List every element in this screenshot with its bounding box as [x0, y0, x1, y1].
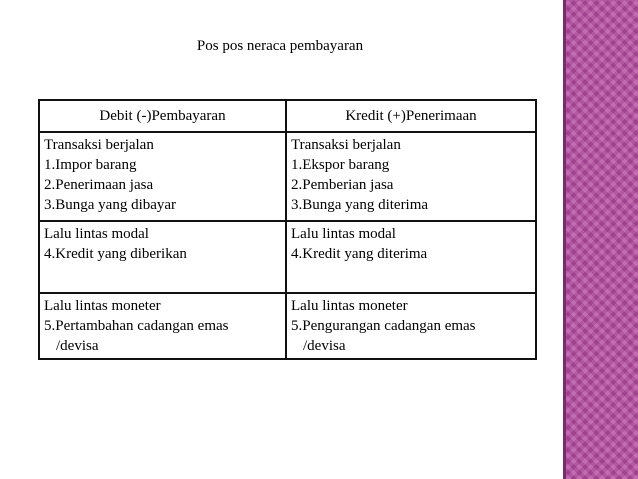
cell-kredit-transaksi	[286, 132, 536, 221]
cell-line: 2.Penerimaan jasa	[44, 177, 154, 193]
cell-line: Lalu lintas moneter	[291, 298, 408, 314]
cell-line: Transaksi berjalan	[44, 137, 154, 153]
cell-line: 5.Pertambahan cadangan emas	[44, 318, 229, 334]
cell-line: 3.Bunga yang diterima	[291, 197, 429, 213]
cell-debit-moneter	[39, 293, 286, 359]
balance-of-payments-table	[38, 99, 537, 360]
table-row	[39, 221, 536, 293]
cell-line: Lalu lintas modal	[44, 226, 149, 242]
table-row	[39, 293, 536, 359]
cell-line: /devisa	[303, 338, 346, 354]
table-header-row	[39, 100, 536, 132]
cell-kredit-modal	[286, 221, 536, 293]
cell-line: 5.Pengurangan cadangan emas	[291, 318, 476, 334]
cell-debit-modal	[39, 221, 286, 293]
slide-title: Pos pos neraca pembayaran	[196, 38, 364, 54]
cell-line: 1.Impor barang	[44, 157, 137, 173]
decorative-sidebar	[566, 0, 638, 479]
header-kredit: Kredit (+)Penerimaan	[286, 100, 536, 132]
cell-debit-transaksi	[39, 132, 286, 221]
cell-kredit-moneter	[286, 293, 536, 359]
table-row	[39, 132, 536, 221]
cell-line: 2.Pemberian jasa	[291, 177, 394, 193]
cell-line: 4.Kredit yang diterima	[291, 246, 428, 262]
cell-line: Lalu lintas moneter	[44, 298, 161, 314]
header-debit: Debit (-)Pembayaran	[39, 100, 286, 132]
cell-line: Lalu lintas modal	[291, 226, 396, 242]
cell-line: Transaksi berjalan	[291, 137, 401, 153]
cell-line: 1.Ekspor barang	[291, 157, 390, 173]
cell-line: /devisa	[56, 338, 99, 354]
cell-line: 3.Bunga yang dibayar	[44, 197, 177, 213]
cell-line: 4.Kredit yang diberikan	[44, 246, 187, 262]
